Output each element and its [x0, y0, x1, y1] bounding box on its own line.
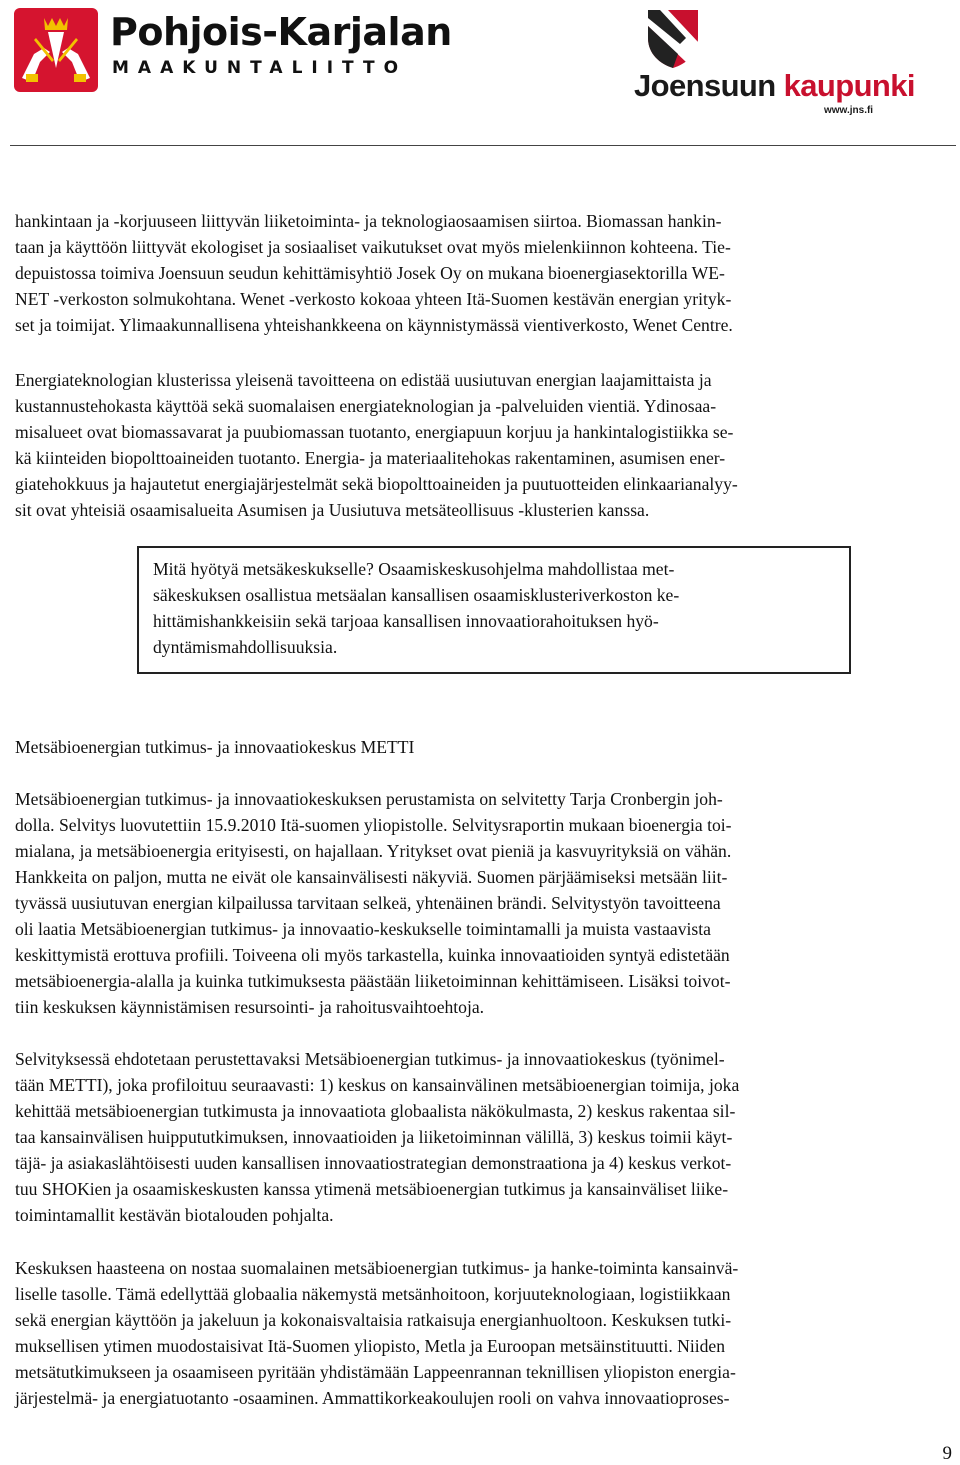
text-line: kustannustehokasta käyttöä sekä suomalaisen energiateknologian ja -palveluiden vientiä. Ydinosaa- — [15, 396, 717, 416]
city-name-part2: kaupunki — [783, 68, 915, 103]
text-line: kehittää metsäbioenergian tutkimusta ja innovaatiota globaalista näkökulmasta, 2) keskus rakentaa sil- — [15, 1101, 736, 1121]
text-line: muksellisen ytimen muodostaisivat Itä-Suomen yliopisto, Metla ja Euroopan metsäinstituutti. Niiden — [15, 1336, 726, 1356]
text-line: giatehokkuus ja hajautetut energiajärjestelmät sekä biopolttoaineiden ja puutuotteiden elinkaarianalyy- — [15, 474, 738, 494]
text-line: järjestelmä- ja energiatuotanto -osaaminen. Ammattikorkeakoulujen rooli on vahva innovaatioproses- — [15, 1388, 730, 1408]
text-line: Metsäbioenergian tutkimus- ja innovaatiokeskuksen perustamista on selvitetty Tarja Cronbergin joh- — [15, 789, 723, 809]
text-line: mialana, ja metsäbioenergia erityisesti, on hajallaan. Yritykset ovat pieniä ja kasvuyrityksiä on vähän. — [15, 841, 732, 861]
text-line: metsätutkimukseen ja osaamiseen pyritään yhdistämään Lappeenrannan teknillisen yliopiston energia- — [15, 1362, 736, 1382]
paragraph-2 — [15, 367, 945, 523]
joensuu-logo — [632, 8, 915, 120]
text-line: keskittymistä erottuva profiili. Toiveena oli myös tarkastella, kuinka innovaatioiden syntyä edistetään — [15, 945, 730, 965]
text-line: taa kansainvälisen huippututkimuksen, innovaatioiden ja liiketoiminnan välillä, 3) keskus toimii käyt- — [15, 1127, 733, 1147]
paragraph-5 — [15, 1255, 945, 1411]
text-line: taan ja käyttöön liittyvät ekologiset ja sosiaaliset vaikutukset ovat myös mielenkiinnon kohteena. Tie- — [15, 237, 731, 257]
coat-of-arms-icon — [14, 8, 98, 92]
paragraph-3 — [15, 786, 945, 1020]
paragraph-1 — [15, 208, 945, 338]
paragraph-4 — [15, 1046, 945, 1228]
text-line: tuu SHOKien ja osaamiskeskusten kanssa ytimenä metsäbioenergian tutkimus ja kansainväliset liike- — [15, 1179, 729, 1199]
text-line: kä kiinteiden biopolttoaineiden tuotanto. Energia- ja materiaalitehokas rakentaminen, asumisen ener- — [15, 448, 726, 468]
callout-box — [137, 546, 851, 674]
text-line: toimintamallit kestävän biotalouden pohjalta. — [15, 1205, 334, 1225]
page-header — [0, 0, 960, 140]
text-line: hankintaan ja -korjuuseen liittyvän liiketoiminta- ja teknologiaosaamisen siirtoa. Biomassan hankin- — [15, 211, 722, 231]
text-line: sekä energian käyttöön ja jakeluun ja kokonaisvaltaisia ratkaisuja energianhuoltoon. Keskuksen tutki- — [15, 1310, 732, 1330]
text-line: hittämishankkeisiin sekä tarjoaa kansallisen innovaatiorahoituksen hyö- — [153, 611, 659, 631]
text-line: NET -verkoston solmukohtana. Wenet -verkosto kokoaa yhteen Itä-Suomen kestävän energian yrityk- — [15, 289, 732, 309]
page-number: 9 — [942, 1443, 952, 1464]
text-line: metsäbioenergia-alalla ja kuinka tutkimuksesta päästään liiketoiminnan kehittämiseen. Lisäksi toivot- — [15, 971, 731, 991]
text-line: set ja toimijat. Ylimaakunnallisena yhteishankkeena on käynnistymässä vientiverkosto, Wenet Centre. — [15, 315, 733, 335]
city-shield-icon — [646, 8, 700, 70]
text-line: täjä- ja asiakaslähtöisesti uuden kansallisen innovaatiostrategian demonstraationa ja 4) keskus verkot- — [15, 1153, 732, 1173]
text-line: dolla. Selvitys luovutettiin 15.9.2010 Itä-suomen yliopistolle. Selvitysraportin mukaan bioenergia toi- — [15, 815, 732, 835]
text-line: sit ovat yhteisiä osaamisalueita Asumisen ja Uusiutuva metsäteollisuus -klusterien kanssa. — [15, 500, 650, 520]
callout-text — [153, 556, 843, 660]
text-line: dyntämismahdollisuuksia. — [153, 637, 338, 657]
text-line: Hankkeita on paljon, mutta ne eivät ole kansainvälisesti näkyviä. Suomen pärjäämiseksi metsään liit- — [15, 867, 728, 887]
pohjois-karjala-logo — [14, 8, 452, 98]
text-line: säkeskuksen osallistua metsäalan kansallisen osaamisklusteriverkoston ke- — [153, 585, 680, 605]
text-line: liselle tasolle. Tämä edellyttää globaalia näkemystä metsänhoitoon, korjuuteknologiaan, logistiikkaan — [15, 1284, 731, 1304]
text-line: oli laatia Metsäbioenergian tutkimus- ja innovaatio-keskukselle toimintamalli ja muista vastaavista — [15, 919, 711, 939]
text-line: tyvässä uusiutuvan energian kilpailussa tarvitaan selkeä, yhtenäinen brändi. Selvitystyön tavoitteena — [15, 893, 721, 913]
text-line: depuistossa toimiva Joensuun seudun kehittämisyhtiö Josek Oy on mukana bioenergiasektorilla WE- — [15, 263, 725, 283]
text-line: Energiateknologian klusterissa yleisenä tavoitteena on edistää uusiutuvan energian laajamittaista ja — [15, 370, 712, 390]
text-line: tään METTI), joka profiloituu seuraavasti: 1) keskus on kansainvälinen metsäbioenergian toimija, joka — [15, 1075, 740, 1095]
org-name: Pohjois-Karjalan — [110, 10, 452, 54]
section-heading: Metsäbioenergian tutkimus- ja innovaatiokeskus METTI — [15, 737, 415, 757]
text-line: Mitä hyötyä metsäkeskukselle? Osaamiskeskusohjelma mahdollistaa met- — [153, 559, 675, 579]
text-line: Keskuksen haasteena on nostaa suomalainen metsäbioenergian tutkimus- ja hanke-toiminta kansainvä- — [15, 1258, 739, 1278]
city-url: www.jns.fi — [824, 105, 874, 116]
org-subtitle: MAAKUNTALIITTO — [112, 58, 408, 78]
text-line: misalueet ovat biomassavarat ja puubiomassan tuotanto, energiapuun korjuu ja hankintalogistiikka se- — [15, 422, 734, 442]
city-name — [634, 68, 915, 104]
header-divider — [10, 145, 956, 146]
text-line: Selvityksessä ehdotetaan perustettavaksi Metsäbioenergian tutkimus- ja innovaatiokeskus (työnimel- — [15, 1049, 725, 1069]
city-name-part1: Joensuun — [634, 68, 776, 103]
text-line: tiin keskuksen käynnistämisen resursointi- ja rahoitusvaihtoehtoja. — [15, 997, 485, 1017]
